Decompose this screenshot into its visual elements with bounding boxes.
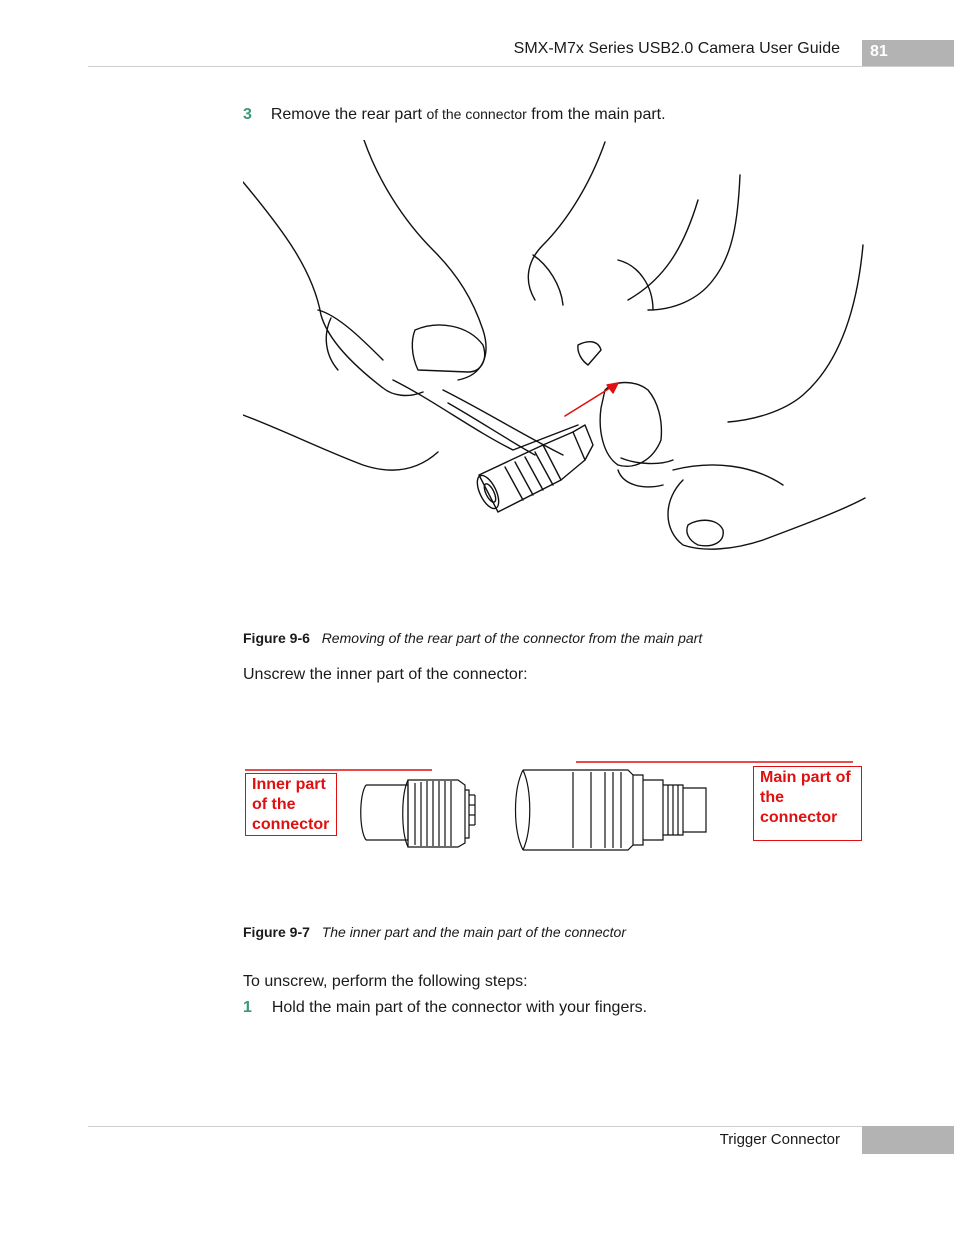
header-rule [88,66,954,67]
figure-9-7-caption [243,924,626,940]
step-text: Hold the main part of the connector with your fingers. [271,999,648,1016]
step-text-b: of the connector [426,106,527,122]
footer-box [862,1126,954,1154]
step-number: 1 [243,999,252,1016]
figure-9-6-illustration [243,140,867,560]
figure-9-6-label: Figure 9-6 [243,630,310,646]
step-number: 3 [243,106,252,123]
main-part-label [753,766,862,841]
steps-intro: To unscrew, perform the following steps: [243,973,528,990]
inner-label-line-1: Inner part [252,776,326,793]
step-text-a: Remove the rear part [270,106,427,123]
figure-9-7-label: Figure 9-7 [243,924,310,940]
main-label-line-3: connector [760,809,838,826]
unscrew-intro: Unscrew the inner part of the connector: [243,666,528,683]
footer-section-title: Trigger Connector [719,1131,840,1148]
page-number: 81 [870,43,888,60]
footer-rule [88,1126,954,1127]
figure-9-6-text: Removing of the rear part of the connector from the main part [321,630,703,646]
figure-9-6-caption [243,630,702,646]
main-label-line-1: Main part of [760,769,851,786]
main-label-line-2: the [760,789,784,806]
step-text-c: from the main part. [526,106,666,123]
inner-label-line-2: of the [252,796,296,813]
step-1 [243,999,647,1017]
step-3 [243,106,666,124]
inner-label-line-3: connector [252,816,330,833]
inner-part-label [245,773,337,836]
running-header-title: SMX-M7x Series USB2.0 Camera User Guide [513,40,840,57]
figure-9-7-text: The inner part and the main part of the connector [321,924,626,940]
